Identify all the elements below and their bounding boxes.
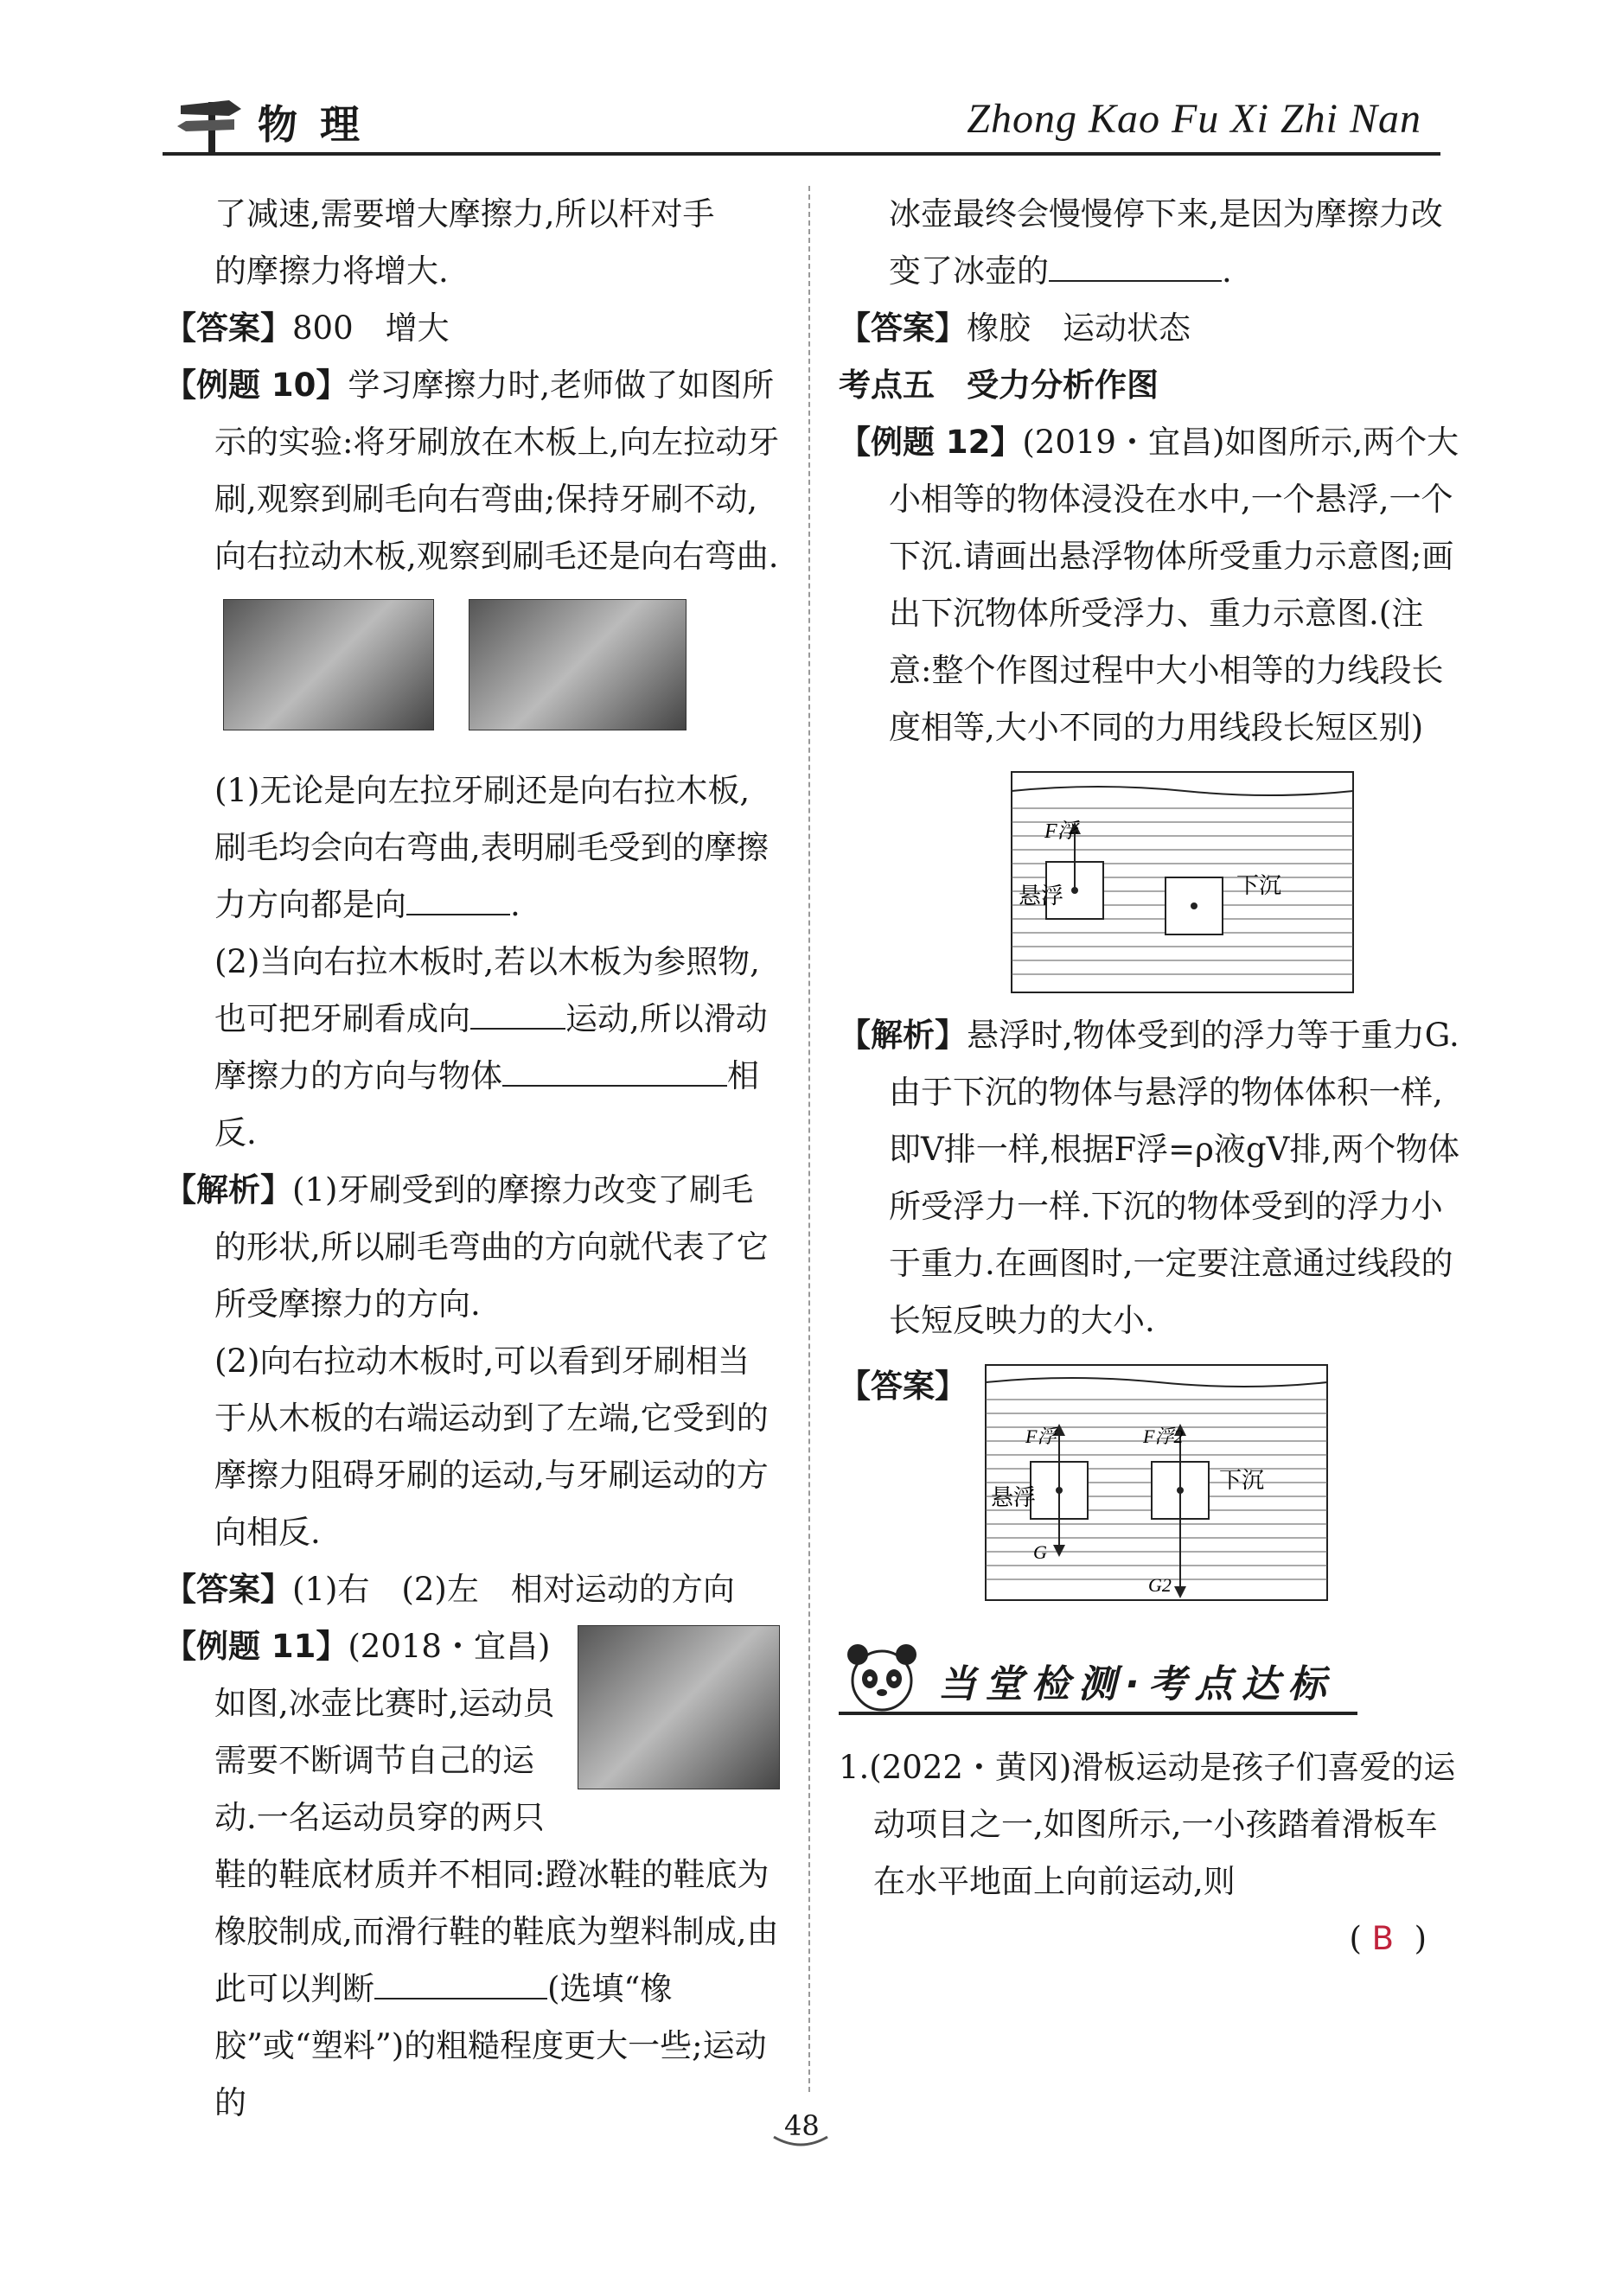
- answer-tag: 【答案】: [839, 1368, 967, 1405]
- example-tag: 【例题 10】: [164, 367, 348, 404]
- question-1: (1)无论是向左拉牙刷还是向右拉木板,刷毛均会向右弯曲,表明刷毛受到的摩擦力方向都是向 .: [214, 772, 769, 923]
- gravity-label: G: [1033, 1541, 1047, 1563]
- section-banner-title: 当堂检测·考点达标: [938, 1662, 1335, 1706]
- analysis-block: [164, 1162, 780, 1333]
- answer-tag: 【答案】: [164, 309, 292, 347]
- photo-pull-board: [469, 599, 687, 730]
- analysis-text-2: (2)向右拉动木板时,可以看到牙刷相当于从木板的右端运动到了左端,它受到的摩擦力阻碍牙刷的运动,与牙刷运动的方向相反.: [214, 1343, 769, 1551]
- float-label: 悬浮: [991, 1485, 1037, 1510]
- answer-blank: [374, 1972, 547, 1999]
- photo-pull-toothbrush: [223, 599, 434, 730]
- continued-text: 冰壶最终会慢慢停下来,是因为摩擦力改变了冰壶的 .: [889, 195, 1443, 290]
- answer-text: (1)右 (2)左 相对运动的方向: [292, 1571, 735, 1608]
- example-11: 【例题 11】(2018・宜昌)如图,冰壶比赛时,运动员需要不断调节自己的运动.一名运动员穿的两只鞋的鞋底材质并不相同:蹬冰鞋的鞋底为橡胶制成,而滑行鞋的鞋底为塑料制成,由此可以判断 (选填“橡胶”或“塑料”)的粗糙程度更大一些;运动的: [164, 1618, 780, 2132]
- buoyancy-2-label: F浮2: [1143, 1425, 1184, 1447]
- signpost-logo-icon: [177, 93, 246, 154]
- answer-blank: [502, 1059, 727, 1087]
- section-banner: [839, 1639, 1461, 1722]
- analysis-text-1: (1)牙刷受到的摩擦力改变了刷毛的形状,所以刷毛弯曲的方向就代表了它所受摩擦力的方向.: [214, 1171, 769, 1323]
- sink-label: 下沉: [1219, 1468, 1265, 1493]
- series-title: Zhong Kao Fu Xi Zhi Nan: [967, 96, 1421, 142]
- question-2: (2)当向右拉木板时,若以木板为参照物,也可把牙刷看成向 运动,所以滑动摩擦力的方向与物体 相反.: [214, 943, 768, 1151]
- float-sink-diagram: [839, 765, 1461, 998]
- answer-block-3: [839, 300, 1461, 357]
- example-tag: 【例题 11】: [164, 1628, 348, 1665]
- analysis-tag: 【解析】: [164, 1171, 292, 1209]
- example-text: (2019・宜昌)如图所示,两个大小相等的物体浸没在水中,一个悬浮,一个下沉.请画出悬浮物体所受重力示意图;画出下沉物体所受浮力、重力示意图.(注意:整个作图过程中大小相等的力线段长度相等,大小不同的力用线段长短区别): [889, 424, 1459, 746]
- banner-rule: [839, 1712, 1357, 1715]
- answer-tag: 【答案】: [164, 1571, 292, 1608]
- analysis-tag: 【解析】: [839, 1017, 967, 1054]
- float-label: 悬浮: [1019, 883, 1064, 909]
- answer-text: 800 增大: [292, 309, 450, 347]
- answer-blank: [1049, 254, 1222, 282]
- buoyancy-label: F浮: [1025, 1425, 1057, 1447]
- answer-diagram: [839, 1358, 1461, 1609]
- column-divider: [808, 186, 810, 2092]
- answer-figure-block: [839, 1358, 1461, 1613]
- curling-photo: [578, 1625, 780, 1789]
- page-number: 48: [774, 2109, 820, 2142]
- answer-text: 橡胶 运动状态: [967, 309, 1191, 347]
- practice-question-1: 1.(2022・黄冈)滑板运动是孩子们喜爱的运动项目之一,如图所示,一小孩踏着滑板车在水平地面上向前运动,则: [839, 1749, 1456, 1900]
- analysis-text: 悬浮时,物体受到的浮力等于重力G.由于下沉的物体与悬浮的物体体积一样,即V排一样,根据F浮=ρ液gV排,两个物体所受浮力一样.下沉的物体受到的浮力小于重力.在画图时,一定要注意通过线段的长短反映力的大小.: [889, 1017, 1460, 1339]
- answer-tag: 【答案】: [839, 309, 967, 347]
- sink-label: 下沉: [1236, 873, 1282, 898]
- example-tag: 【例题 12】: [839, 424, 1023, 461]
- answer-bracket: ( B ): [1349, 1920, 1427, 1957]
- answer-block-2: [164, 1561, 780, 1618]
- panda-mascot-icon: [839, 1639, 925, 1722]
- example-text: 学习摩擦力时,老师做了如图所示的实验:将牙刷放在木板上,向左拉动牙刷,观察到刷毛向右弯曲;保持牙刷不动,向右拉动木板,观察到刷毛还是向右弯曲.: [214, 367, 780, 575]
- answer-blank: [406, 888, 510, 915]
- section-title: 考点五 受力分析作图: [839, 367, 1159, 404]
- buoyancy-label: F浮: [1044, 820, 1078, 843]
- answer-blank: [470, 1002, 565, 1030]
- subject-title: 物理: [258, 101, 382, 148]
- filled-answer: B: [1371, 1920, 1395, 1957]
- continued-text: 了减速,需要增大摩擦力,所以杆对手 的摩擦力将增大.: [214, 195, 715, 290]
- right-column: [839, 186, 1461, 1968]
- gravity-2-label: G2: [1148, 1574, 1172, 1596]
- header-rule: [163, 152, 1440, 156]
- toothbrush-figure: [164, 599, 780, 749]
- left-column: [164, 186, 780, 2132]
- analysis-block: [839, 1007, 1461, 1349]
- example-12: [839, 414, 1461, 756]
- answer-block: [164, 300, 780, 357]
- example-10: [164, 357, 780, 585]
